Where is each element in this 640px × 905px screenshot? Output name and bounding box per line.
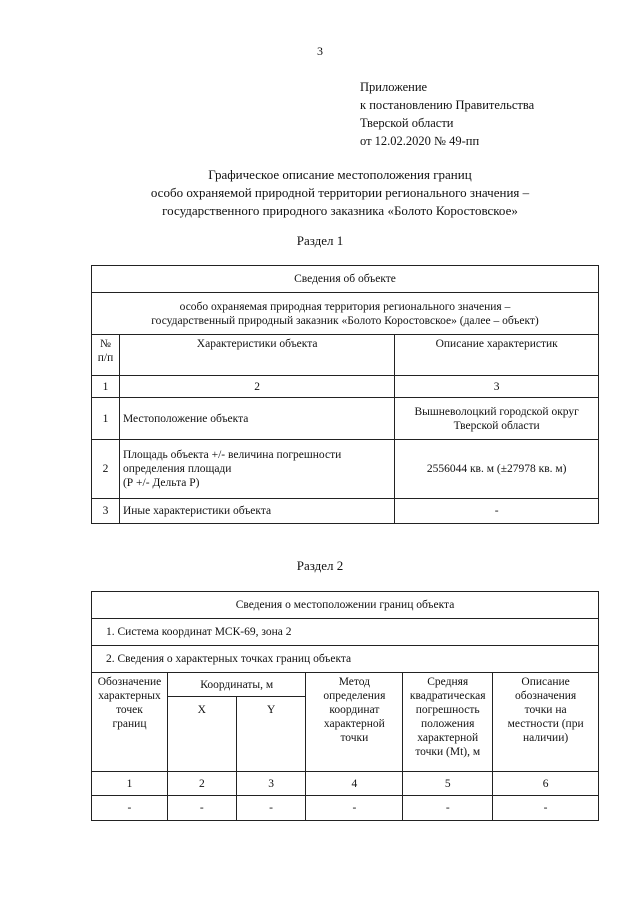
coordinate-system-cell: 1. Система координат МСК-69, зона 2 <box>92 619 599 646</box>
header-point-description: Описание обозначения точки на местности (при наличии) <box>493 673 599 772</box>
row-characteristic: Иные характеристики объекта <box>119 499 394 524</box>
header-y: Y <box>236 697 306 772</box>
row-description: 2556044 кв. м (±27978 кв. м) <box>395 440 599 499</box>
row-num: 2 <box>92 440 120 499</box>
appendix-line: Приложение <box>360 80 428 94</box>
index-cell: 5 <box>403 772 493 796</box>
header-description: Описание характеристик <box>395 335 599 376</box>
index-cell: 1 <box>92 376 120 398</box>
title-line: особо охраняемой природной территории регионального значения – <box>150 185 530 200</box>
appendix-line: к постановлению Правительства <box>360 98 535 112</box>
header-characteristics: Характеристики объекта <box>119 335 394 376</box>
data-cell: - <box>92 796 168 821</box>
index-cell: 2 <box>119 376 394 398</box>
data-cell: - <box>493 796 599 821</box>
index-cell: 6 <box>493 772 599 796</box>
table-row <box>92 499 599 524</box>
table-row <box>92 398 599 440</box>
header-num: № п/п <box>92 335 120 376</box>
object-name-cell <box>92 293 599 335</box>
row-characteristic: Площадь объекта +/- величина погрешности определения площади (Р +/- Дельта Р) <box>119 440 394 499</box>
table-title: Сведения о местоположении границ объекта <box>92 592 599 619</box>
data-cell: - <box>236 796 306 821</box>
index-cell: 2 <box>167 772 236 796</box>
section-2-heading: Раздел 2 <box>296 558 344 573</box>
index-cell: 4 <box>306 772 403 796</box>
boundary-location-table <box>91 591 599 821</box>
row-num: 3 <box>92 499 120 524</box>
appendix-date-line: от 12.02.2020 № 49-пп <box>360 134 480 148</box>
table-title: Сведения об объекте <box>92 266 599 293</box>
object-info-table <box>91 265 599 524</box>
table-row <box>92 796 599 821</box>
index-cell: 3 <box>236 772 306 796</box>
title-line: государственного природного заказника «Болото Коростовское» <box>162 203 518 218</box>
index-cell: 3 <box>395 376 599 398</box>
index-cell: 1 <box>92 772 168 796</box>
row-description: Вышневолоцкий городской округ Тверской области <box>395 398 599 440</box>
header-coordinates: Координаты, м <box>167 673 306 697</box>
table-row <box>92 440 599 499</box>
row-description: - <box>395 499 599 524</box>
section-1-heading: Раздел 1 <box>296 233 344 248</box>
header-x: X <box>167 697 236 772</box>
object-name-line: особо охраняемая природная территория регионального значения – <box>179 300 511 313</box>
appendix-line: Тверской области <box>360 116 454 130</box>
header-designation: Обозначение характерных точек границ <box>92 673 168 772</box>
title-line: Графическое описание местоположения границ <box>208 167 472 182</box>
data-cell: - <box>167 796 236 821</box>
header-method: Метод определения координат характерной точки <box>306 673 403 772</box>
row-characteristic: Местоположение объекта <box>119 398 394 440</box>
object-name-line: государственный природный заказник «Болото Коростовское» (далее – объект) <box>151 314 539 327</box>
points-title-cell: 2. Сведения о характерных точках границ объекта <box>92 646 599 673</box>
document-title <box>40 166 640 220</box>
page-number: 3 <box>317 44 323 58</box>
header-error: Средняя квадратическая погрешность положения характерной точки (Mt), м <box>403 673 493 772</box>
data-cell: - <box>403 796 493 821</box>
row-num: 1 <box>92 398 120 440</box>
appendix-block <box>360 78 534 150</box>
data-cell: - <box>306 796 403 821</box>
